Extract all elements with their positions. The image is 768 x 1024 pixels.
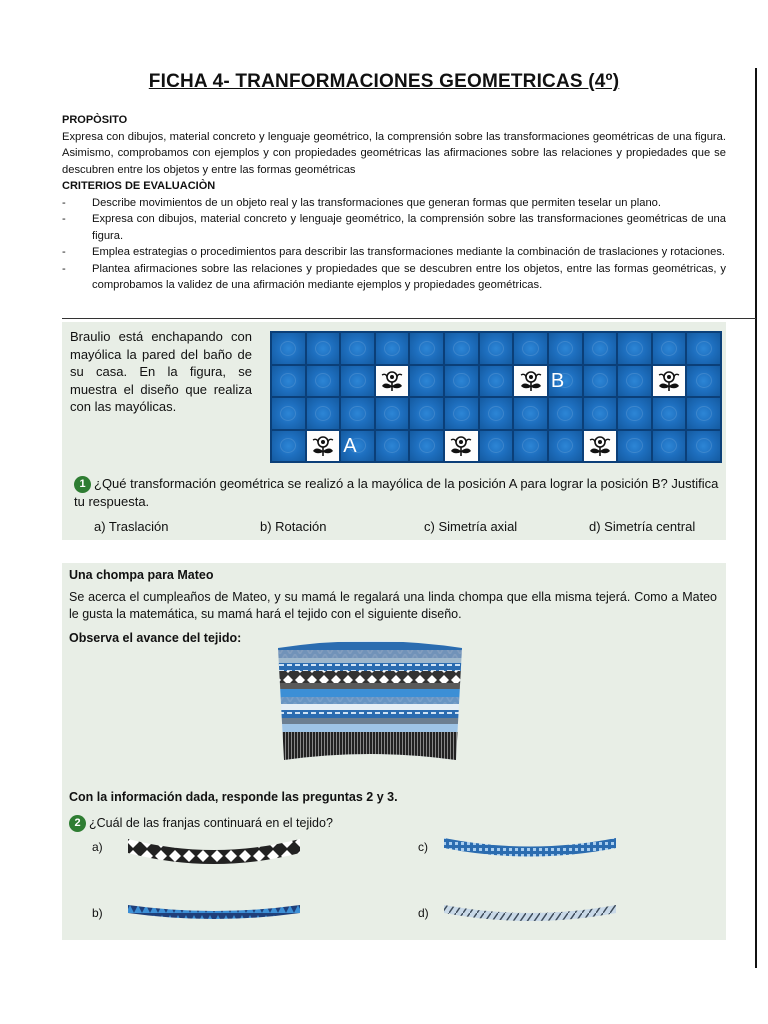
blue-tile <box>618 431 651 462</box>
sweater-problem-text: Se acerca el cumpleaños de Mateo, y su mamá le regalará una linda chompa que ella misma tejerá. Como a Mateo le gusta la matemática, su mamá hará el tejido con el siguiente diseño. <box>69 590 717 621</box>
blue-tile <box>618 398 651 429</box>
strip-option-b[interactable] <box>126 903 302 923</box>
tile-wall-figure <box>270 331 722 463</box>
blue-tile <box>480 431 513 462</box>
strip-option-c[interactable] <box>442 835 618 861</box>
divider <box>62 318 756 319</box>
blue-tile <box>687 333 720 364</box>
position-label: B <box>550 369 565 392</box>
blue-tile <box>653 431 686 462</box>
blue-tile <box>410 333 443 364</box>
criteria-item: - Describe movimientos de un objeto real y las transformaciones que generan formas que permiten teselar un plano. <box>62 195 726 212</box>
page-title: FICHA 4- TRANFORMACIONES GEOMETRICAS (4º) <box>148 71 620 92</box>
blue-tile <box>687 398 720 429</box>
blue-tile <box>272 431 305 462</box>
position-label: A <box>343 434 357 457</box>
flower-tile <box>376 366 409 397</box>
option-c[interactable]: c) Simetría axial <box>424 519 518 534</box>
blue-tile <box>514 431 547 462</box>
criteria-heading: CRITERIOS DE EVALUACIÒN <box>62 180 216 192</box>
question-number-badge: 1 <box>74 476 91 493</box>
flower-tile <box>653 366 686 397</box>
blue-tile <box>653 333 686 364</box>
tile-problem-intro: Braulio está enchapando con mayólica la pared del baño de su casa. En la figura, se muestra el diseño que realiza con las mayólicas. <box>70 329 252 414</box>
criteria-item: - Emplea estrategias o procedimientos para describir las transformaciones mediante la combinación de traslaciones y rotaciones. <box>62 244 726 261</box>
strip-option-d[interactable] <box>442 903 618 925</box>
purpose-section <box>62 112 726 294</box>
blue-tile <box>307 366 340 397</box>
blue-tile <box>410 431 443 462</box>
blue-tile <box>341 366 374 397</box>
blue-tile <box>272 366 305 397</box>
flower-icon <box>587 434 613 458</box>
blue-tile <box>410 398 443 429</box>
option-a[interactable]: a) Traslación <box>94 519 169 534</box>
blue-tile <box>341 398 374 429</box>
option-b[interactable]: b) <box>92 906 103 920</box>
question-2 <box>69 815 333 832</box>
question-1 <box>74 475 722 510</box>
question-1-text: ¿Qué transformación geométrica se realizó a la mayólica de la posición A para lograr la posición B? Justifica tu respuesta. <box>74 476 719 510</box>
blue-tile <box>687 431 720 462</box>
flower-tile <box>514 366 547 397</box>
blue-tile <box>480 333 513 364</box>
question-number-badge: 2 <box>69 815 86 832</box>
criteria-list <box>62 195 726 294</box>
flower-tile <box>445 431 478 462</box>
flower-icon <box>518 369 544 393</box>
blue-tile <box>687 366 720 397</box>
sweater-problem-panel <box>62 563 726 940</box>
blue-tile <box>480 366 513 397</box>
option-d[interactable]: d) <box>418 906 429 920</box>
option-c[interactable]: c) <box>418 840 428 854</box>
instruction-text: Con la información dada, responde las preguntas 2 y 3. <box>69 790 398 804</box>
question-2-text: ¿Cuál de las franjas continuará en el tejido? <box>89 816 333 830</box>
sweater-problem-title: Una chompa para Mateo <box>69 568 214 582</box>
flower-icon <box>656 369 682 393</box>
blue-tile <box>272 398 305 429</box>
criteria-item: - Expresa con dibujos, material concreto y lenguaje geométrico, la comprensión sobre las transformaciones geométricas de una figura. <box>62 211 726 244</box>
flower-icon <box>310 434 336 458</box>
option-d[interactable]: d) Simetría central <box>589 519 696 534</box>
flower-tile <box>307 431 340 462</box>
flower-tile <box>584 431 617 462</box>
blue-tile <box>341 333 374 364</box>
blue-tile <box>549 398 582 429</box>
flower-icon <box>448 434 474 458</box>
blue-tile <box>341 431 374 462</box>
blue-tile <box>480 398 513 429</box>
knitted-sweater-figure <box>270 638 470 783</box>
option-b[interactable]: b) Rotación <box>260 519 327 534</box>
blue-tile <box>549 366 582 397</box>
blue-tile <box>653 398 686 429</box>
blue-tile <box>307 333 340 364</box>
criteria-item: - Plantea afirmaciones sobre las relaciones y propiedades que se descubren entre los objetos, entre las formas geométricas, y comprobamos la validez de una afirmación mediante ejemplos y propiedades geométricas. <box>62 261 726 294</box>
blue-tile <box>376 398 409 429</box>
blue-tile <box>514 398 547 429</box>
blue-tile <box>307 398 340 429</box>
blue-tile <box>618 333 651 364</box>
purpose-heading: PROPÒSITO <box>62 114 128 126</box>
blue-tile <box>445 333 478 364</box>
blue-tile <box>584 398 617 429</box>
blue-tile <box>410 366 443 397</box>
strip-option-a[interactable] <box>126 835 302 869</box>
blue-tile <box>584 333 617 364</box>
blue-tile <box>549 431 582 462</box>
purpose-text: Expresa con dibujos, material concreto y lenguaje geométrico, la comprensión sobre las transformaciones geométricas de una figura. Asimismo, comprobamos con ejemplos y con propiedades geométricas las afirmaciones sobre las relaciones y propiedades que se descubren entre los objetos y entre las formas geométricas <box>62 130 726 176</box>
blue-tile <box>376 431 409 462</box>
blue-tile <box>376 333 409 364</box>
flower-icon <box>379 369 405 393</box>
blue-tile <box>549 333 582 364</box>
blue-tile <box>584 366 617 397</box>
observe-label: Observa el avance del tejido: <box>69 631 242 645</box>
blue-tile <box>618 366 651 397</box>
tile-problem-panel <box>62 322 726 540</box>
blue-tile <box>514 333 547 364</box>
option-a[interactable]: a) <box>92 840 103 854</box>
blue-tile <box>272 333 305 364</box>
blue-tile <box>445 366 478 397</box>
right-margin-line <box>755 68 757 968</box>
blue-tile <box>445 398 478 429</box>
